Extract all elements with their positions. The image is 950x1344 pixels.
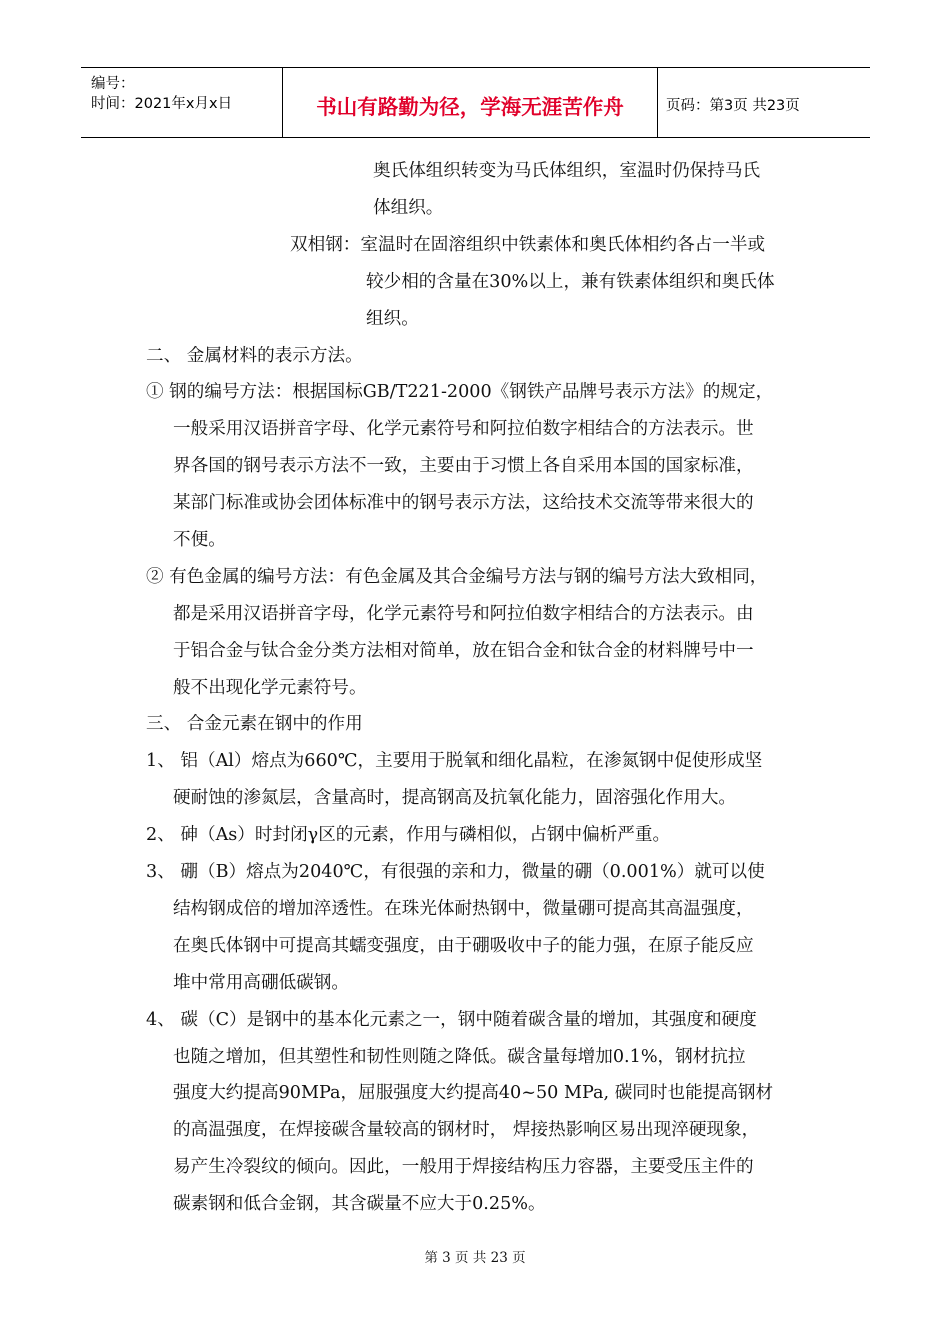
section-heading: 二、 金属材料的表示方法。 xyxy=(146,346,363,366)
body-line: 较少相的含量在30%以上，兼有铁素体组织和奥氏体 xyxy=(366,272,775,292)
body-line: 一般采用汉语拼音字母、化学元素符号和阿拉伯数字相结合的方法表示。世 xyxy=(173,419,754,439)
document-number-label: 编号： xyxy=(91,76,135,92)
body-line: ① 钢的编号方法：根据国标GB/T221-2000《钢铁产品牌号表示方法》的规定， xyxy=(146,382,774,402)
body-line: 的高温强度，在焊接碳含量较高的钢材时， 焊接热影响区易出现淬硬现象， xyxy=(173,1120,760,1140)
body-line: 堆中常用高硼低碳钢。 xyxy=(173,973,349,993)
header-page-cell xyxy=(658,68,870,137)
body-line: 结构钢成倍的增加淬透性。在珠光体耐热钢中，微量硼可提高其高温强度， xyxy=(173,899,754,919)
body-line: 硬耐蚀的渗氮层，含量高时，提高钢高及抗氧化能力，固溶强化作用大。 xyxy=(173,788,737,808)
header-meta-cell xyxy=(81,68,283,137)
body-line: 碳素钢和低合金钢，其含碳量不应大于0.25%。 xyxy=(173,1194,546,1214)
body-line: 某部门标准或协会团体标准中的钢号表示方法，这给技术交流等带来很大的 xyxy=(173,493,754,513)
body-line: 2、 砷（As）时封闭γ区的元素，作用与磷相似，占钢中偏析严重。 xyxy=(146,825,671,845)
header-motto: 书山有路勤为径，学海无涯苦作舟 xyxy=(316,95,624,119)
body-line: 般不出现化学元素符号。 xyxy=(173,678,367,698)
body-line: 4、 碳（C）是钢中的基本化元素之一，钢中随着碳含量的增加，其强度和硬度 xyxy=(146,1010,757,1030)
body-line: 1、 铝（Al）熔点为660℃，主要用于脱氧和细化晶粒，在渗氮钢中促使形成坚 xyxy=(146,751,763,771)
body-line: ② 有色金属的编号方法：有色金属及其合金编号方法与钢的编号方法大致相同， xyxy=(146,567,768,587)
header-motto-cell xyxy=(283,68,658,137)
body-line: 组织。 xyxy=(366,309,419,329)
document-date-label: 时间：2021年x月x日 xyxy=(91,96,233,112)
body-line: 都是采用汉语拼音字母，化学元素符号和阿拉伯数字相结合的方法表示。由 xyxy=(173,604,754,624)
header-page-info: 页码：第3页 共23页 xyxy=(666,98,800,114)
body-line: 不便。 xyxy=(173,530,226,550)
body-line: 强度大约提高90MPa，屈服强度大约提高40~50 MPa, 碳同时也能提高钢材 xyxy=(173,1083,774,1103)
body-line: 体组织。 xyxy=(373,198,444,218)
body-line: 双相钢：室温时在固溶组织中铁素体和奥氏体相约各占一半或 xyxy=(290,235,766,255)
section-heading: 三、 合金元素在钢中的作用 xyxy=(146,714,363,734)
body-line: 也随之增加，但其塑性和韧性则随之降低。碳含量每增加0.1%，钢材抗拉 xyxy=(173,1047,746,1067)
body-line: 在奥氏体钢中可提高其蠕变强度，由于硼吸收中子的能力强，在原子能反应 xyxy=(173,936,754,956)
body-line: 于铝合金与钛合金分类方法相对简单，放在铝合金和钛合金的材料牌号中一 xyxy=(173,641,754,661)
body-line: 奥氏体组织转变为马氏体组织，室温时仍保持马氏 xyxy=(373,161,761,181)
body-line: 易产生冷裂纹的倾向。因此，一般用于焊接结构压力容器，主要受压主件的 xyxy=(173,1157,754,1177)
page-header xyxy=(81,67,870,138)
page-footer: 第 3 页 共 23 页 xyxy=(424,1250,526,1266)
body-line: 界各国的钢号表示方法不一致，主要由于习惯上各自采用本国的国家标准， xyxy=(173,456,754,476)
body-line: 3、 硼（B）熔点为2040℃，有很强的亲和力，微量的硼（0.001%）就可以使 xyxy=(146,862,765,882)
